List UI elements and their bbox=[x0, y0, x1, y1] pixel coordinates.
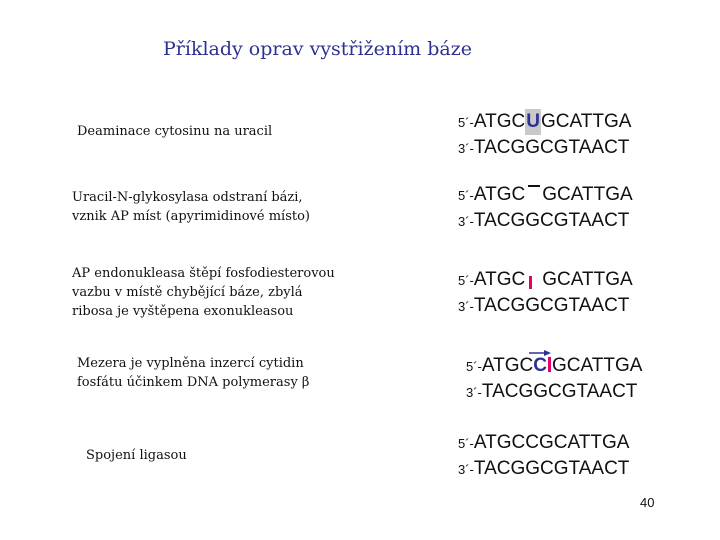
step-2-description: Uracil-N-glykosylasa odstraní bázi, vznik AP míst (apyrimidinové místo) bbox=[72, 190, 310, 224]
nick-gap bbox=[525, 268, 542, 288]
step-5-description: Spojení ligasou bbox=[86, 448, 187, 463]
strand-5-prime: 5´-ATGC GCATTGA bbox=[458, 269, 633, 290]
step-5-sequence bbox=[458, 430, 629, 482]
strand-3-prime: 3´-TACGGCGTAACT bbox=[458, 458, 630, 479]
strand-5-prime: 5´-ATGCUGCATTGA bbox=[458, 109, 631, 135]
cleaved-phosphodiester-mark bbox=[529, 276, 532, 289]
strand-3-prime: 3´-TACGGCGTAACT bbox=[458, 210, 630, 231]
step-2-sequence bbox=[458, 182, 633, 234]
page-number: 40 bbox=[640, 495, 655, 510]
step-3-description: AP endonukleasa štěpí fosfodiesterovou vazbu v místě chybějící báze, zbylá ribosa je vyštěpena exonukleasou bbox=[72, 266, 335, 319]
strand-5-prime: 5´-ATGC C GCATTGA bbox=[466, 353, 642, 379]
step-4-description: Mezera je vyplněna inzercí cytidin fosfátu účinkem DNA polymerasy β bbox=[77, 356, 310, 390]
nick-mark bbox=[548, 357, 551, 372]
uracil-highlight: U bbox=[525, 109, 541, 135]
strand-3-prime: 3´-TACGGCGTAACT bbox=[466, 381, 638, 402]
strand-3-prime: 3´-TACGGCGTAACT bbox=[458, 137, 630, 158]
inserted-cytidine: C bbox=[533, 353, 547, 379]
sugar-backbone-bar bbox=[528, 185, 540, 187]
strand-3-prime: 3´-TACGGCGTAACT bbox=[458, 295, 630, 316]
step-1-description: Deaminace cytosinu na uracil bbox=[77, 124, 273, 139]
step-1-sequence bbox=[458, 109, 631, 161]
ap-site-gap bbox=[525, 183, 542, 203]
strand-5-prime: 5´-ATGCCGCATTGA bbox=[458, 432, 630, 453]
slide-title: Příklady oprav vystřižením báze bbox=[163, 38, 472, 60]
step-4-sequence bbox=[466, 353, 642, 405]
arrow-right-icon bbox=[529, 350, 551, 356]
step-3-sequence bbox=[458, 267, 633, 319]
strand-5-prime: 5´-ATGC GCATTGA bbox=[458, 184, 633, 205]
